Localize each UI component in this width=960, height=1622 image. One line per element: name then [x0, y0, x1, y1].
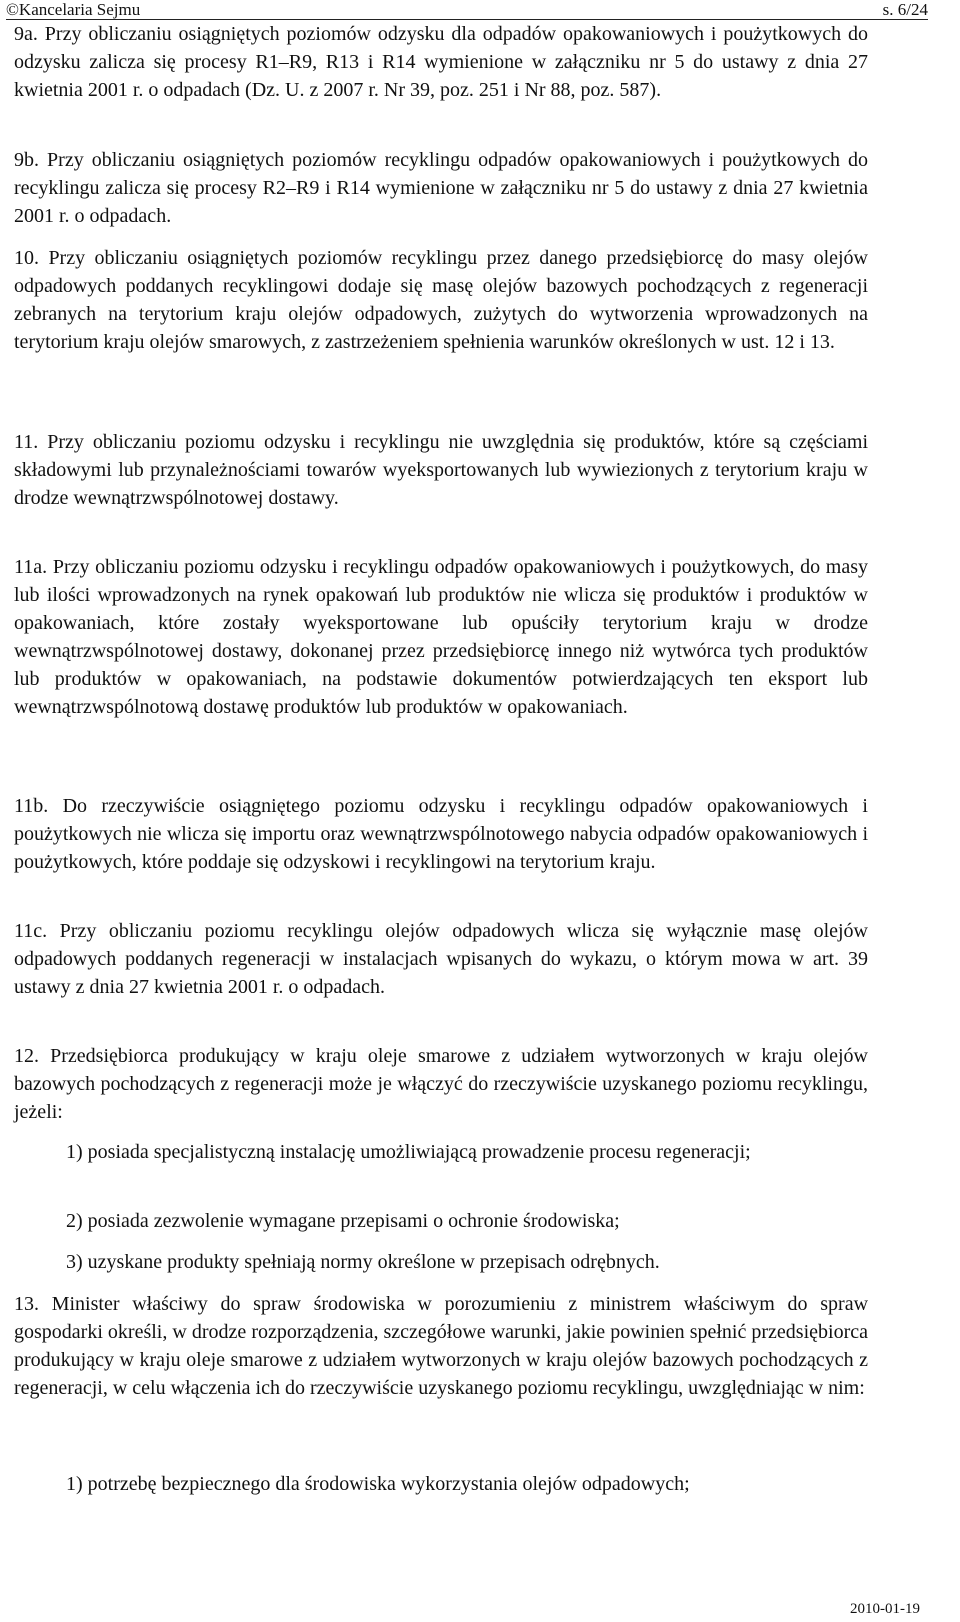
paragraph-11: 11. Przy obliczaniu poziomu odzysku i recyklingu nie uwzględnia się produktów, które są częściami składowymi lub przynależnościami towarów wyeksportowanych lub wywiezionych z terytorium kraju w drodze wewnątrzwspólnotowej dostawy.	[14, 431, 868, 509]
footer-date: 2010-01-19	[850, 1601, 920, 1617]
paragraph-12: 12. Przedsiębiorca produkujący w kraju oleje smarowe z udziałem wytworzonych w kraju olejów bazowych pochodzących z regeneracji może je włączyć do rzeczywiście uzyskanego poziomu recyklingu, jeżeli:	[14, 1045, 868, 1123]
header-source: ©Kancelaria Sejmu	[6, 0, 141, 19]
paragraph-13: 13. Minister właściwy do spraw środowiska w porozumieniu z ministrem właściwym do spraw gospodarki określi, w drodze rozporządzenia, szczegółowe warunki, jakie powinien spełnić przedsiębiorca produkujący w kraju oleje smarowe z udziałem wytworzonych w kraju olejów bazowych pochodzących z regeneracji, w celu włączenia ich do rzeczywiście uzyskanego poziomu recyklingu, uwzględniając w nim:	[14, 1293, 869, 1399]
paragraph-11a: 11a. Przy obliczaniu poziomu odzysku i recyklingu odpadów opakowaniowych i poużytkowych, do masy lub ilości wprowadzonych na rynek opakowań lub produktów nie wlicza się produktów i produktów w opakowaniach, które zostały wyeksportowane lub opuściły terytorium kraju w drodze wewnątrzwspólnotowej dostawy, dokonanej przez przedsiębiorcę innego niż wytwórca tych produktów lub produktów w opakowaniach, na podstawie dokumentów potwierdzających ten eksport lub wewnątrzwspólnotową dostawę produktów lub produktów w opakowaniach.	[14, 556, 868, 718]
list-item-13-1: 1) potrzebę bezpiecznego dla środowiska wykorzystania olejów odpadowych;	[66, 1473, 690, 1495]
list-item-12-3: 3) uzyskane produkty spełniają normy określone w przepisach odrębnych.	[66, 1251, 660, 1273]
paragraph-10: 10. Przy obliczaniu osiągniętych poziomów recyklingu przez danego przedsiębiorcę do masy olejów odpadowych poddanych recyklingowi dodaje się masę olejów bazowych pochodzących z regeneracji zebranych na terytorium kraju olejów odpadowych, zużytych do wytworzenia wprowadzonych na terytorium kraju olejów smarowych, z zastrzeżeniem spełnienia warunków określonych w ust. 12 i 13.	[14, 247, 869, 353]
paragraph-9b: 9b. Przy obliczaniu osiągniętych poziomów recyklingu odpadów opakowaniowych i poużytkowych do recyklingu zalicza się procesy R2–R9 i R14 wymienione w załączniku nr 5 do ustawy z dnia 27 kwietnia 2001 r. o odpadach.	[14, 149, 868, 227]
paragraph-11b: 11b. Do rzeczywiście osiągniętego poziomu odzysku i recyklingu odpadów opakowaniowych i poużytkowych nie wlicza się importu oraz wewnątrzwspólnotowego nabycia odpadów opakowaniowych i poużytkowych, które poddaje się odzyskowi i recyklingowi na terytorium kraju.	[14, 795, 868, 873]
paragraph-9a: 9a. Przy obliczaniu osiągniętych poziomów odzysku dla odpadów opakowaniowych i poużytkowych do odzysku zalicza się procesy R1–R9, R13 i R14 wymienione w załączniku nr 5 do ustawy z dnia 27 kwietnia 2001 r. o odpadach (Dz. U. z 2007 r. Nr 39, poz. 251 i Nr 88, poz. 587).	[14, 23, 869, 101]
page-header	[6, 0, 928, 20]
list-item-12-2: 2) posiada zezwolenie wymagane przepisami o ochronie środowiska;	[66, 1210, 620, 1232]
list-item-12-1: 1) posiada specjalistyczną instalację umożliwiającą prowadzenie procesu regeneracji;	[66, 1141, 751, 1163]
paragraph-11c: 11c. Przy obliczaniu poziomu recyklingu olejów odpadowych wlicza się wyłącznie masę olejów odpadowych poddanych regeneracji w instalacjach wpisanych do wykazu, o którym mowa w art. 39 ustawy z dnia 27 kwietnia 2001 r. o odpadach.	[14, 920, 869, 998]
page-number: s. 6/24	[882, 0, 928, 19]
